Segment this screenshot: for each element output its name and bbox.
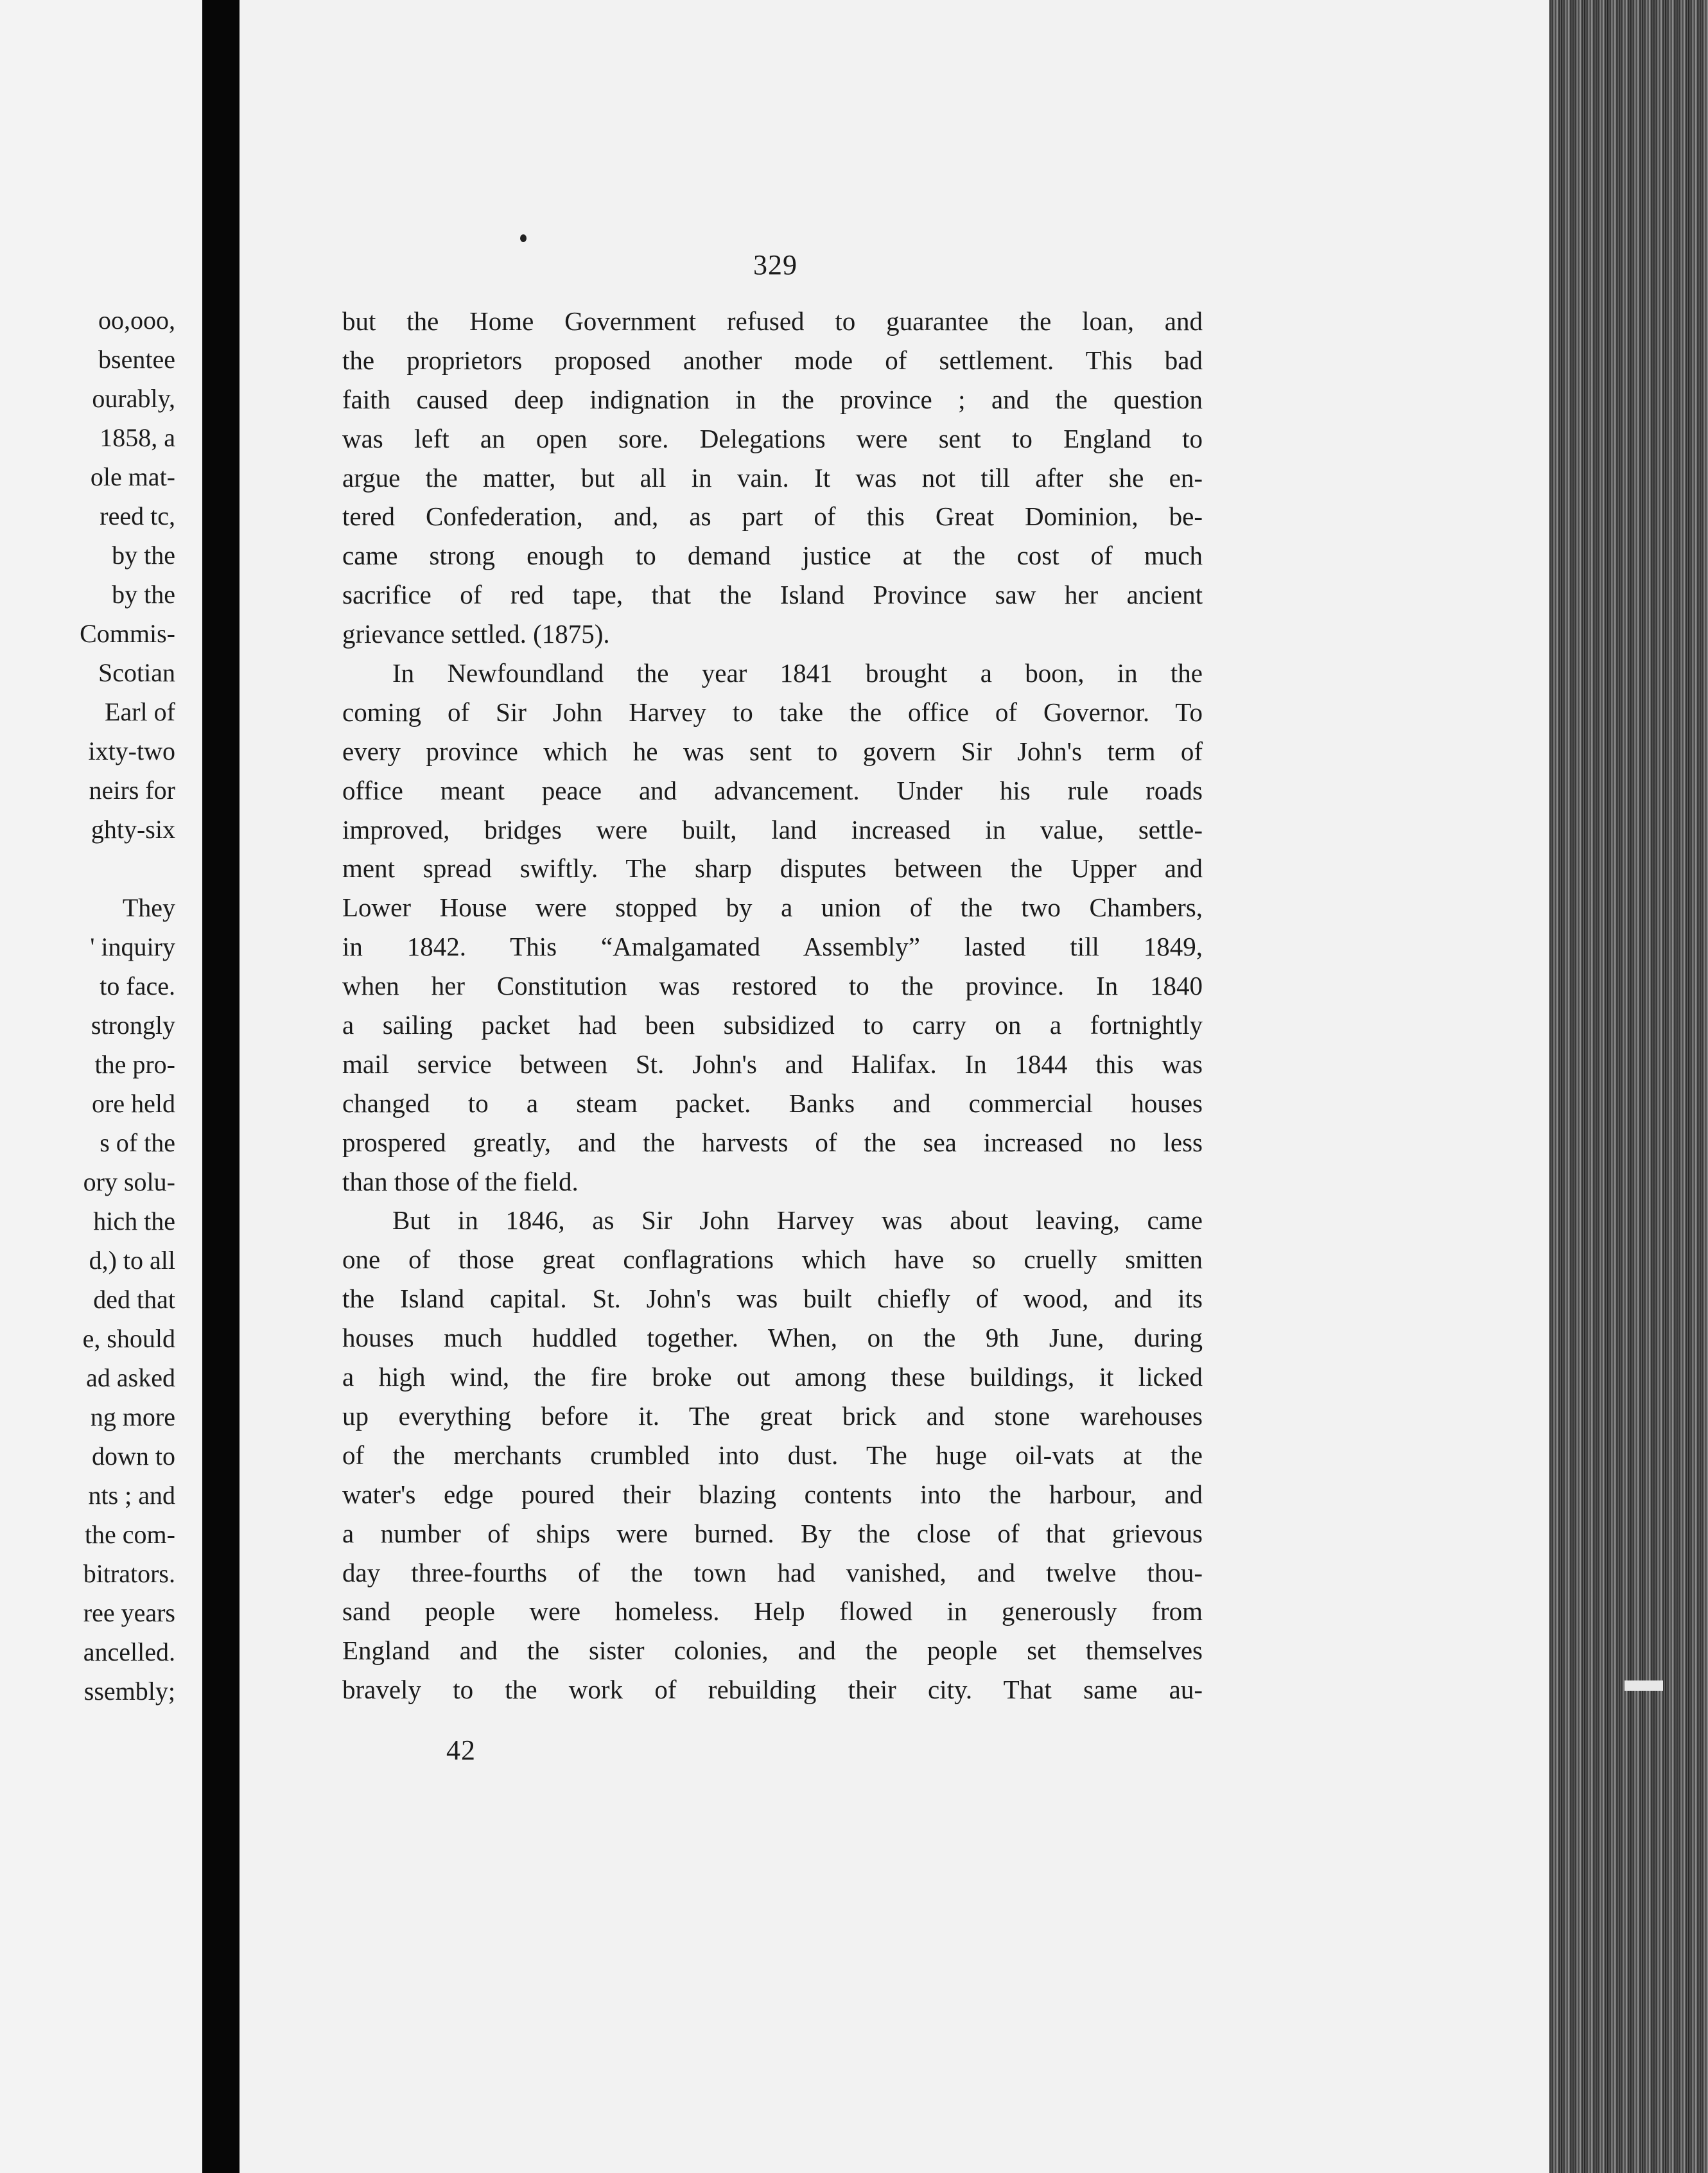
text-line: the proprietors proposed another mode of settlement. This bad — [342, 345, 1203, 375]
page-number: 329 — [753, 249, 797, 281]
text-line: changed to a steam packet. Banks and commercial houses — [342, 1088, 1203, 1118]
text-line: England and the sister colonies, and the people set themselves — [342, 1636, 1203, 1666]
left-fragment-line: ghty-six — [91, 815, 175, 844]
text-line: sand people were homeless. Help flowed in generously from — [342, 1596, 1203, 1627]
left-fragment-line: ssembly; — [83, 1677, 175, 1706]
text-line: one of those great conflagrations which have so cruelly smitten — [342, 1244, 1203, 1275]
text-line: prospered greatly, and the harvests of the sea increased no less — [342, 1127, 1203, 1157]
left-fragment-line: bsentee — [98, 345, 175, 374]
text-line: mail service between St. John's and Halifax. In 1844 this was — [342, 1049, 1203, 1079]
left-fragment-line: d,) to all — [89, 1246, 175, 1275]
text-line: tered Confederation, and, as part of this Great Dominion, be- — [342, 502, 1203, 532]
text-line: up everything before it. The great brick and stone warehouses — [342, 1401, 1203, 1431]
text-line: argue the matter, but all in vain. It was not till after she en- — [342, 462, 1203, 493]
text-line: than those of the field. — [342, 1166, 579, 1196]
book-gutter — [202, 0, 240, 2173]
left-fragment-line: neirs for — [89, 776, 175, 805]
left-fragment-line: ng more — [90, 1402, 175, 1431]
left-fragment-line: the pro- — [94, 1050, 175, 1079]
left-page — [0, 0, 202, 2173]
text-line: In Newfoundland the year 1841 brought a boon, in the — [392, 658, 1203, 688]
left-fragment-line: They — [122, 893, 175, 922]
left-fragment-line: s of the — [100, 1128, 175, 1157]
left-fragment-line: reed tc, — [100, 502, 175, 530]
text-line: sacrifice of red tape, that the Island Province saw her ancient — [342, 580, 1203, 610]
left-fragment-line: nts ; and — [88, 1481, 175, 1510]
text-line: bravely to the work of rebuilding their city. That same au- — [342, 1675, 1203, 1705]
text-line: houses much huddled together. When, on the 9th June, during — [342, 1323, 1203, 1353]
left-fragment-line: ' inquiry — [90, 932, 175, 961]
left-fragment-line: bitrators. — [83, 1559, 175, 1588]
text-line: a number of ships were burned. By the close of that grievous — [342, 1518, 1203, 1548]
left-fragment-line: oo,ooo, — [98, 306, 175, 335]
text-line: when her Constitution was restored to the province. In 1840 — [342, 971, 1203, 1001]
left-fragment-line: Commis- — [80, 619, 175, 648]
left-fragment-line: Scotian — [98, 658, 175, 687]
left-fragment-line: ad asked — [86, 1363, 175, 1392]
text-line: grievance settled. (1875). — [342, 619, 610, 649]
left-fragment-line: e, should — [82, 1324, 175, 1353]
text-line: water's edge poured their blazing contents into the harbour, and — [342, 1479, 1203, 1509]
left-fragment-line: by the — [112, 580, 175, 609]
text-line: a high wind, the fire broke out among these buildings, it licked — [342, 1362, 1203, 1392]
left-fragment-line: hich the — [93, 1207, 175, 1235]
left-fragment-line — [8, 849, 175, 888]
left-fragment-line: ole mat- — [90, 462, 175, 491]
left-fragment-line: ixty-two — [88, 737, 175, 765]
signature-mark: 42 — [446, 1734, 476, 1766]
left-fragment-line: to face. — [100, 972, 175, 1000]
text-line: But in 1846, as Sir John Harvey was about leaving, came — [392, 1205, 1203, 1235]
left-fragment-line: down to — [92, 1442, 175, 1470]
left-fragment-line: Earl of — [105, 697, 175, 726]
edge-mark — [1625, 1680, 1663, 1691]
ink-dot — [520, 234, 527, 242]
left-fragment-line: by the — [112, 541, 175, 570]
text-line: but the Home Government refused to guarantee the loan, and — [342, 306, 1203, 336]
left-fragment-line: ourably, — [92, 384, 175, 413]
left-fragment-line: ree years — [83, 1598, 175, 1627]
left-fragment-line: the com- — [84, 1520, 175, 1549]
text-line: faith caused deep indignation in the province ; and the question — [342, 384, 1203, 414]
text-line: in 1842. This “Amalgamated Assembly” lasted till 1849, — [342, 932, 1203, 962]
text-line: every province which he was sent to govern Sir John's term of — [342, 736, 1203, 766]
text-line: coming of Sir John Harvey to take the office of Governor. To — [342, 697, 1203, 727]
text-line: was left an open sore. Delegations were sent to England to — [342, 423, 1203, 453]
text-line: improved, bridges were built, land increased in value, settle- — [342, 814, 1203, 844]
text-line: of the merchants crumbled into dust. The huge oil-vats at the — [342, 1440, 1203, 1470]
text-line: Lower House were stopped by a union of the two Chambers, — [342, 893, 1203, 923]
page-edges — [1549, 0, 1708, 2173]
left-fragment-line: 1858, a — [100, 423, 175, 452]
left-fragment-line: strongly — [91, 1011, 175, 1040]
text-line: the Island capital. St. John's was built chiefly of wood, and its — [342, 1284, 1203, 1314]
text-line: came strong enough to demand justice at the cost of much — [342, 541, 1203, 571]
left-fragment-line: ancelled. — [83, 1637, 175, 1666]
left-fragment-line: ory solu- — [83, 1167, 175, 1196]
text-line: a sailing packet had been subsidized to carry on a fortnightly — [342, 1010, 1203, 1040]
text-line: ment spread swiftly. The sharp disputes between the Upper and — [342, 853, 1203, 884]
text-line: day three-fourths of the town had vanished, and twelve thou- — [342, 1557, 1203, 1587]
left-page-text-fragments — [8, 301, 175, 1711]
text-line: office meant peace and advancement. Under his rule roads — [342, 775, 1203, 805]
left-fragment-line: ded that — [93, 1285, 175, 1314]
right-page — [240, 0, 1549, 2173]
left-fragment-line: ore held — [92, 1089, 175, 1118]
body-text — [342, 302, 1203, 1709]
